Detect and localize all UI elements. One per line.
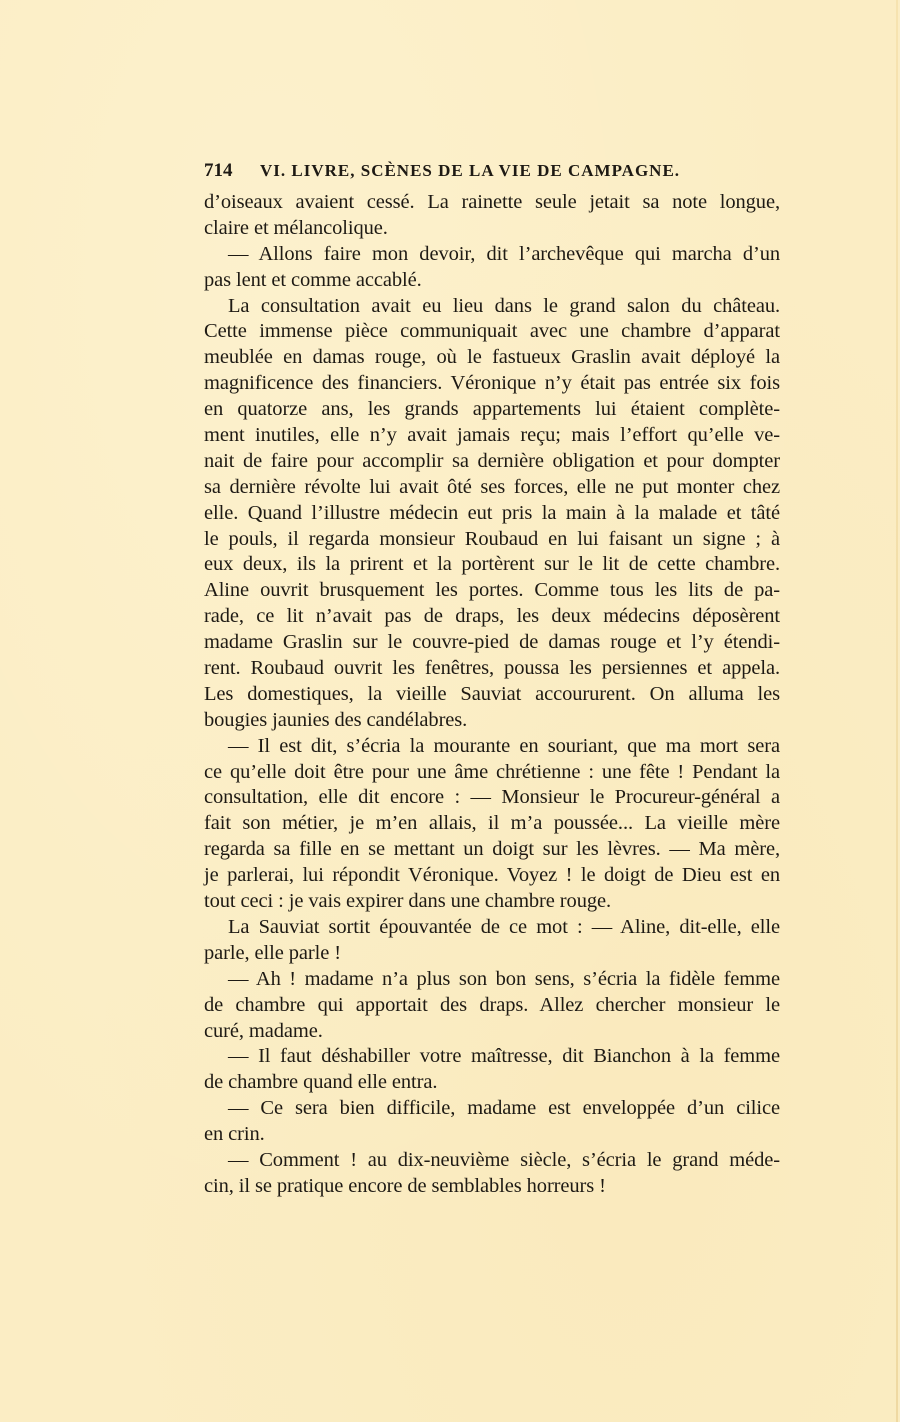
text-line: ce qu’elle doit être pour une âme chrétienne : une fête ! Pendant la (204, 760, 780, 783)
text-line: — Comment ! au dix-neuvième siècle, s’écria le grand méde- (228, 1148, 780, 1171)
text-line: le pouls, il regarda monsieur Roubaud en lui faisant un signe ; à (204, 527, 780, 550)
body-text (204, 190, 780, 1200)
text-line: meublée en damas rouge, où le fastueux Graslin avait déployé la (204, 346, 780, 369)
text-line: rade, ce lit n’avait pas de draps, les deux médecins déposèrent (204, 605, 780, 628)
text-line: — Il faut déshabiller votre maîtresse, dit Bianchon à la femme (228, 1045, 780, 1068)
text-line: eux deux, ils la prirent et la portèrent sur le lit de cette chambre. (204, 553, 780, 576)
text-line: Les domestiques, la vieille Sauviat accoururent. On alluma les (204, 682, 780, 705)
text-line: Aline ouvrit brusquement les portes. Comme tous les lits de pa- (204, 579, 780, 602)
text-line: magnificence des financiers. Véronique n’y était pas entrée six fois (204, 372, 780, 395)
text-line: de chambre qui apportait des draps. Allez chercher monsieur le (204, 993, 780, 1016)
text-line: parle, elle parle ! (204, 941, 341, 964)
text-line: consultation, elle dit encore : — Monsieur le Procureur-général a (204, 786, 780, 809)
text-line: claire et mélancolique. (204, 216, 388, 239)
text-line: nait de faire pour accomplir sa dernière obligation et pour dompter (204, 449, 780, 472)
text-line: d’oiseaux avaient cessé. La rainette seule jetait sa note longue, (204, 191, 780, 213)
text-line: ment inutiles, elle n’y avait jamais reçu; mais l’effort qu’elle ve- (204, 424, 780, 447)
text-line: — Allons faire mon devoir, dit l’archevêque qui marcha d’un (228, 242, 780, 265)
page-edge (896, 0, 898, 1422)
text-line: bougies jaunies des candélabres. (204, 708, 468, 731)
text-line: de chambre quand elle entra. (204, 1071, 438, 1094)
text-line: sa dernière révolte lui avait ôté ses forces, elle ne put monter chez (204, 475, 780, 498)
running-head (204, 160, 780, 190)
text-line: elle. Quand l’illustre médecin eut pris la main à la malade et tâté (204, 501, 780, 524)
text-line: — Il est dit, s’écria la mourante en souriant, que ma mort sera (228, 734, 780, 757)
page-number: 714 (204, 160, 233, 181)
text-line: — Ah ! madame n’a plus son bon sens, s’écria la fidèle femme (228, 967, 780, 990)
text-line: en crin. (204, 1123, 265, 1146)
text-line: La Sauviat sortit épouvantée de ce mot : — Aline, dit-elle, elle (228, 915, 780, 938)
text-line: madame Graslin sur le couvre-pied de damas rouge et l’y étendi- (204, 631, 780, 654)
text-line: cin, il se pratique encore de semblables horreurs ! (204, 1174, 606, 1197)
text-line: — Ce sera bien difficile, madame est enveloppée d’un cilice (228, 1097, 780, 1120)
text-line: rent. Roubaud ouvrit les fenêtres, poussa les persiennes et appela. (204, 657, 780, 680)
text-line: fait son métier, je m’en allais, il m’a poussée... La vieille mère (204, 812, 780, 835)
text-line: pas lent et comme accablé. (204, 268, 422, 291)
text-block (204, 160, 780, 1200)
text-line: Cette immense pièce communiquait avec une chambre d’apparat (204, 320, 780, 343)
text-line: en quatorze ans, les grands appartements lui étaient complète- (204, 398, 780, 421)
text-line: je parlerai, lui répondit Véronique. Voyez ! le doigt de Dieu est en (204, 864, 780, 887)
text-line: La consultation avait eu lieu dans le grand salon du château. (228, 294, 780, 317)
running-head-title: VI. LIVRE, SCÈNES DE LA VIE DE CAMPAGNE. (260, 161, 681, 180)
text-line: regarda sa fille en se mettant un doigt sur les lèvres. — Ma mère, (204, 838, 780, 861)
text-line: curé, madame. (204, 1019, 323, 1042)
text-line: tout ceci : je vais expirer dans une chambre rouge. (204, 890, 612, 913)
